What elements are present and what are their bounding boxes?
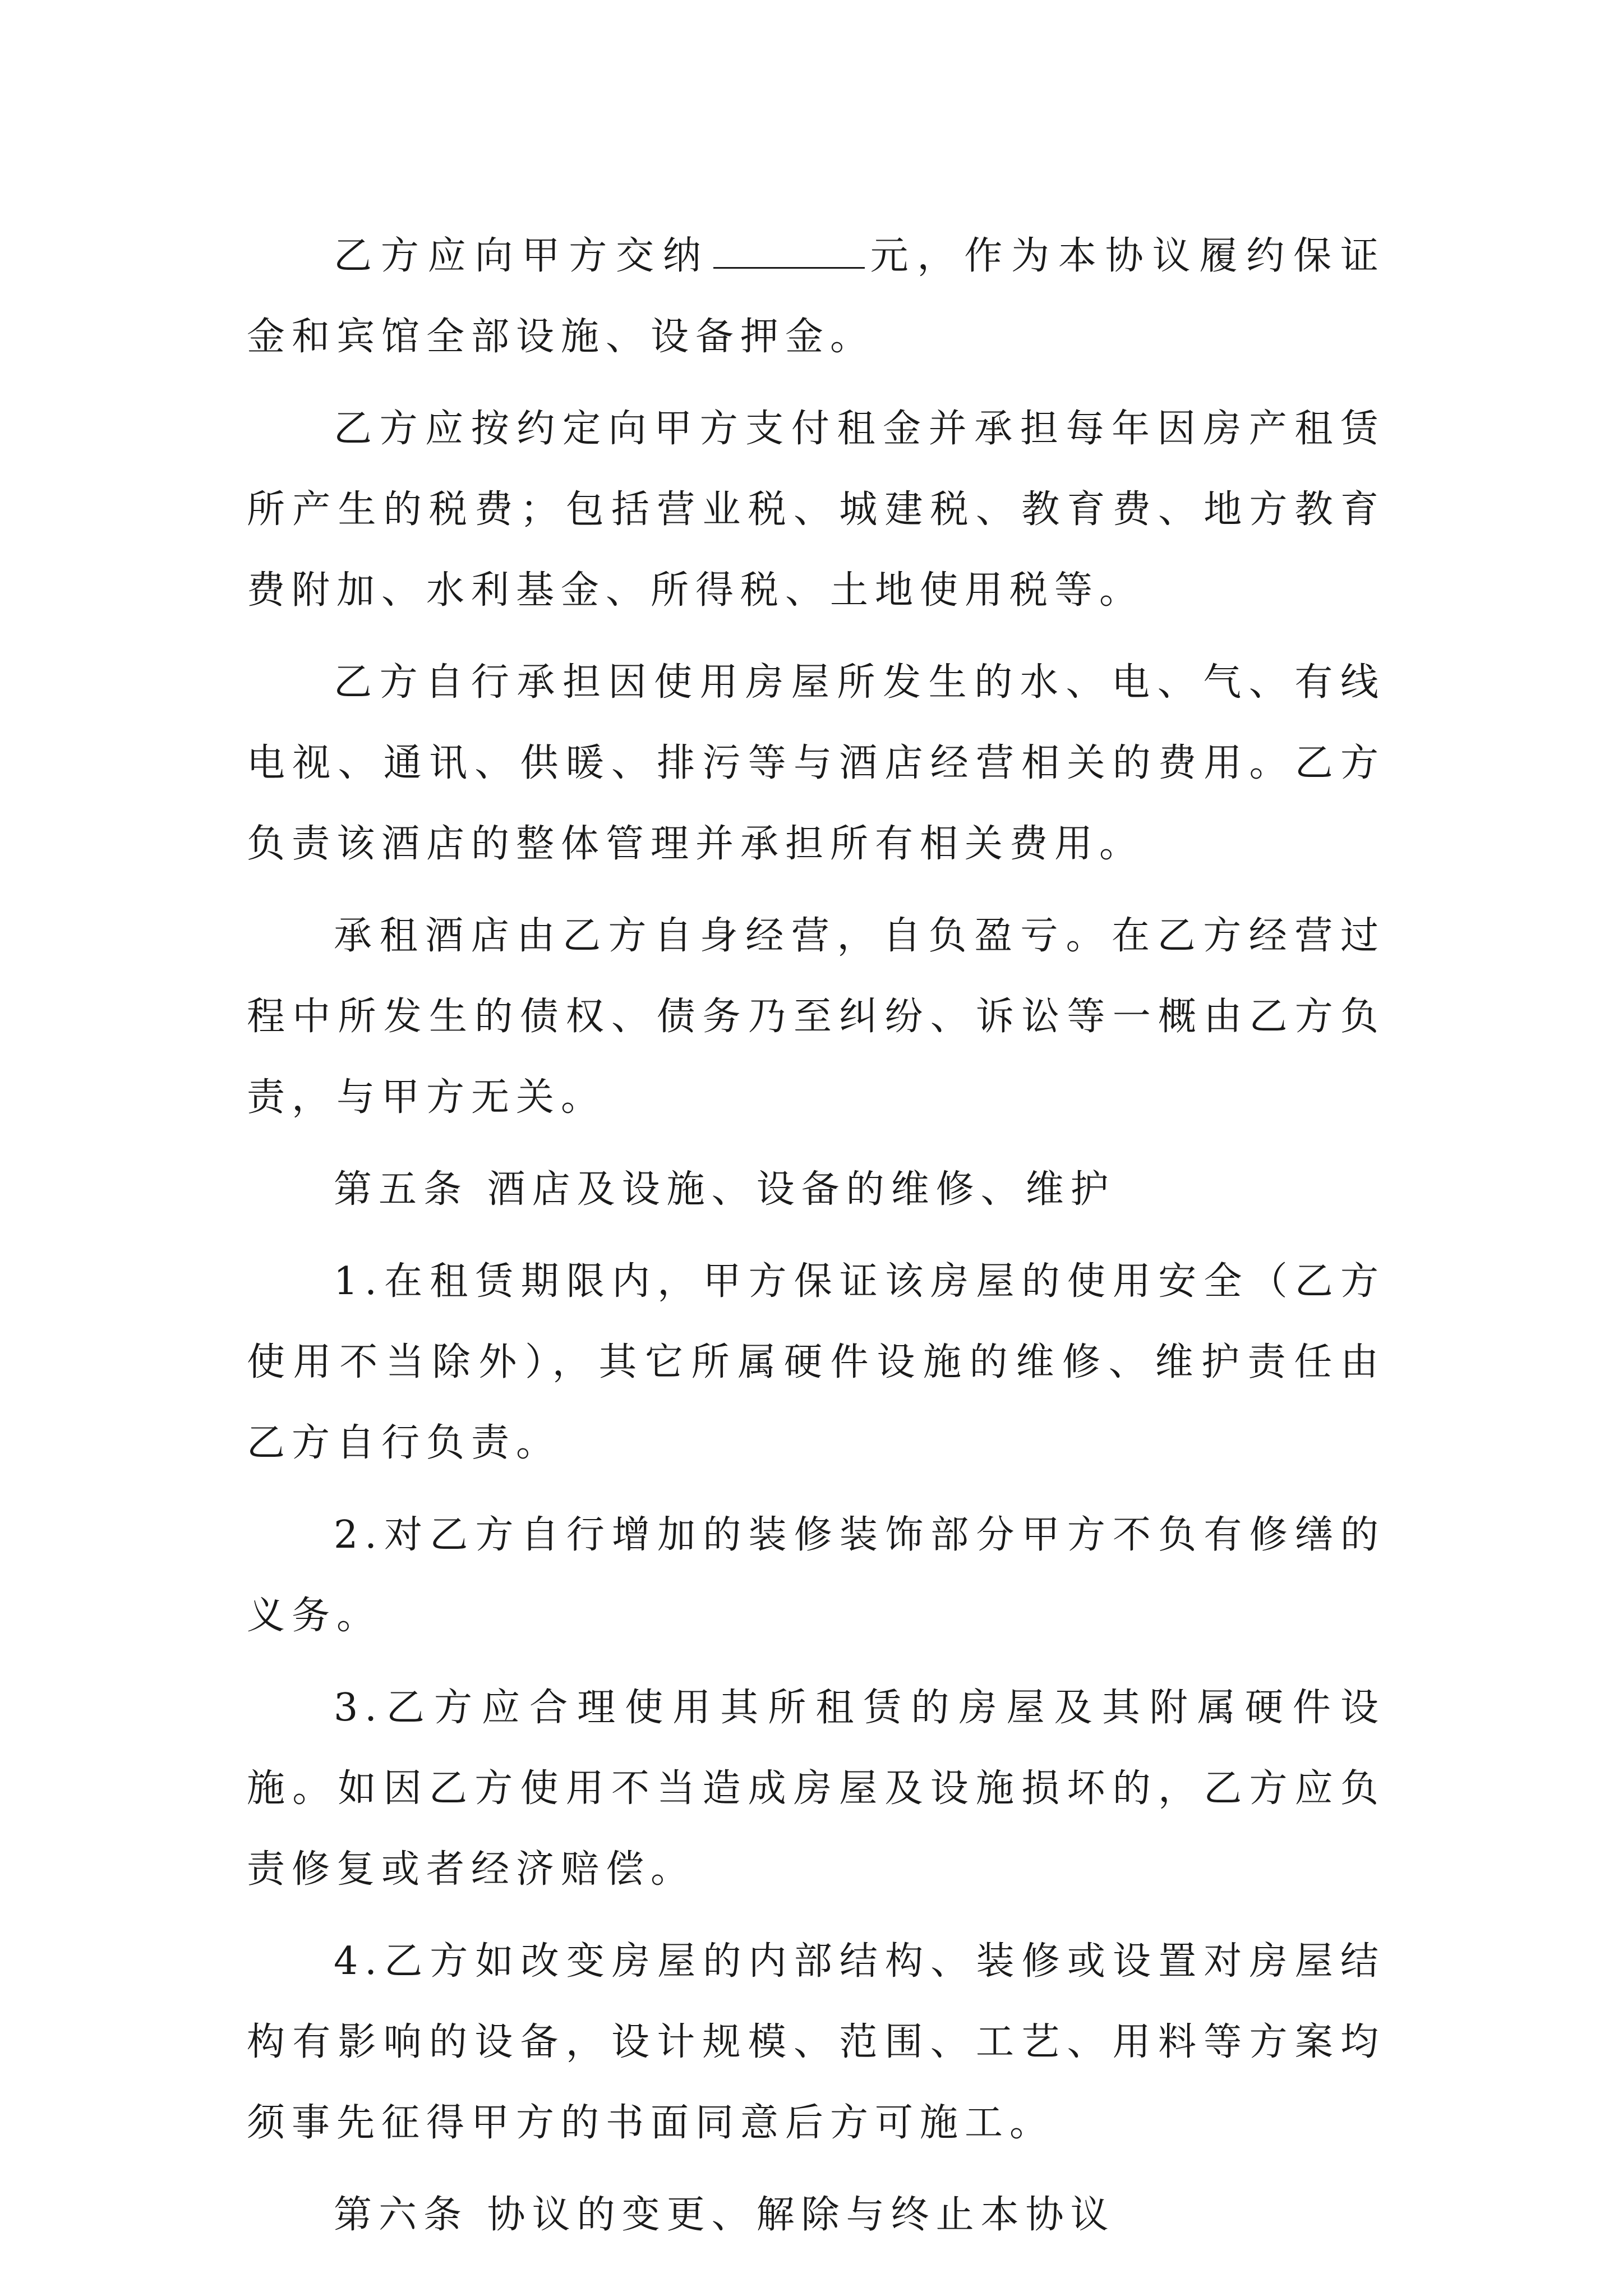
article-five-heading: 第五条 酒店及设施、设备的维修、维护 [334, 1167, 1115, 1212]
paragraph-utilities: 乙方自行承担因使用房屋所发生的水、电、气、有线电视、通讯、供暖、排污等与酒店经营相关的费用。乙方负责该酒店的整体管理并承担所有相关费用。 [247, 660, 1385, 866]
article-five-item-4: 4.乙方如改变房屋的内部结构、装修或设置对房屋结构有影响的设备，设计规模、范围、工艺、用料等方案均须事先征得甲方的书面同意后方可施工。 [247, 1939, 1385, 2145]
paragraph-deposit-after: 元，作为本协议履约保证金和宾馆全部设施、设备押金。 [247, 234, 1385, 359]
paragraph-deposit [247, 216, 1385, 378]
article-five-item-1: 1.在租赁期限内，甲方保证该房屋的使用安全（乙方使用不当除外），其它所属硬件设施的维修、维护责任由乙方自行负责。 [247, 1259, 1385, 1465]
amount-blank [713, 233, 865, 269]
paragraph-rent-taxes: 乙方应按约定向甲方支付租金并承担每年因房产租赁所产生的税费；包括营业税、城建税、教育费、地方教育费附加、水利基金、所得税、土地使用税等。 [247, 407, 1385, 613]
paragraph-self-operation: 承租酒店由乙方自身经营，自负盈亏。在乙方经营过程中所发生的债权、债务乃至纠纷、诉讼等一概由乙方负责，与甲方无关。 [247, 914, 1385, 1120]
article-five-item-3: 3.乙方应合理使用其所租赁的房屋及其附属硬件设施。如因乙方使用不当造成房屋及设施损坏的，乙方应负责修复或者经济赔偿。 [247, 1686, 1385, 1892]
document-body [247, 216, 1385, 2267]
paragraph-deposit-before: 乙方应向甲方交纳 [334, 234, 710, 278]
article-six-heading: 第六条 协议的变更、解除与终止本协议 [334, 2193, 1115, 2237]
article-five-item-2: 2.对乙方自行增加的装修装饰部分甲方不负有修缮的义务。 [247, 1513, 1385, 1638]
